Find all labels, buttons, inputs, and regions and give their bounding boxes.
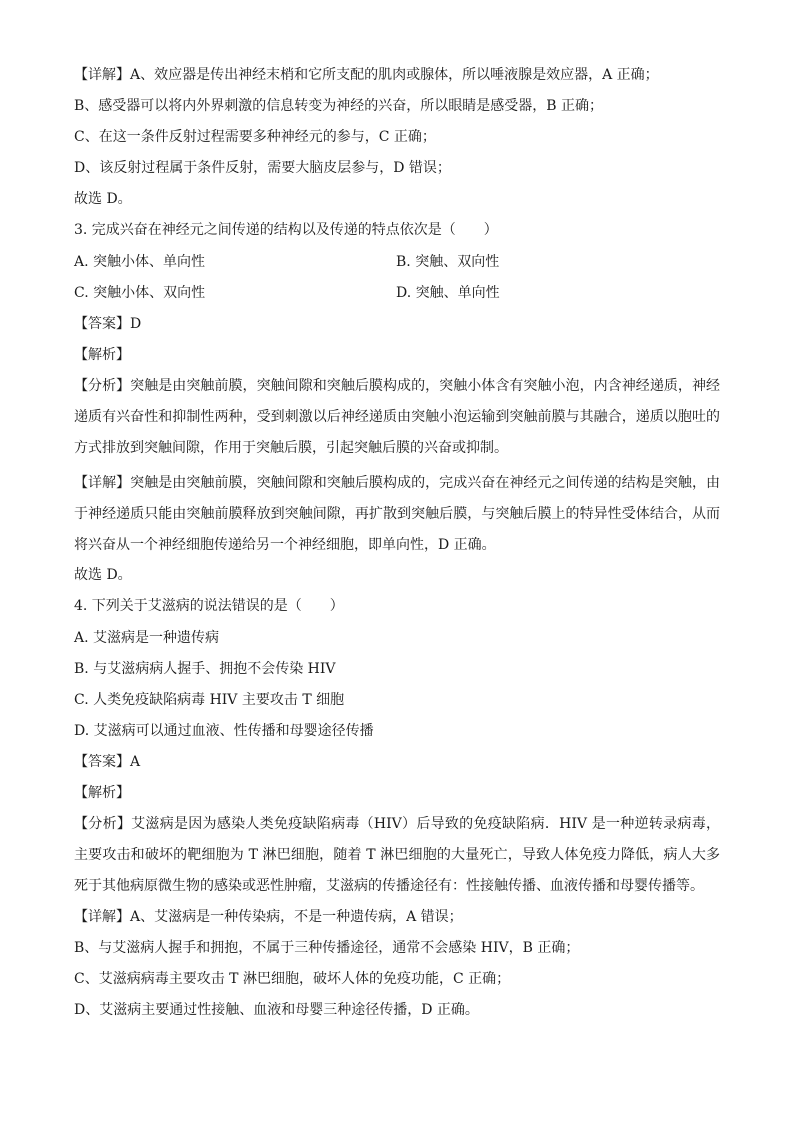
- q4-detail-d: D、艾滋病主要通过性接触、血液和母婴三种途径传播，D 正确。: [74, 1002, 479, 1018]
- q3-answer: 【答案】D: [74, 316, 142, 332]
- q4-detail-b: B、与艾滋病人握手和拥抱，不属于三种传播途径，通常不会感染 HIV，B 正确；: [74, 940, 580, 956]
- q4-answer: 【答案】A: [74, 754, 141, 770]
- prev-detail-a: 【详解】A、效应器是传出神经末梢和它所支配的肌肉或腺体，所以唾液腺是效应器，A 正确；: [74, 67, 659, 83]
- q3-detail: 【详解】突触是由突触前膜，突触间隙和突触后膜构成的，完成兴奋在神经元之间传递的结构是突触，由于神经递质只能由突触前膜释放到突触间隙，再扩散到突触后膜，与突触后膜上的特异性受体结合，从而将兴奋从一个神经细胞传递给另一个神经细胞，即单向性，D 正确。: [74, 475, 720, 553]
- q4-analysis-label: 【解析】: [74, 785, 130, 801]
- q4-stem: 4. 下列关于艾滋病的说法错误的是（ ）: [74, 598, 344, 614]
- q3-option-d: D. 突触、单向性: [396, 285, 500, 301]
- q4-analysis: 【分析】艾滋病是因为感染人类免疫缺陷病毒（HIV）后导致的免疫缺陷病．HIV 是一种逆转录病毒，主要攻击和破坏的靶细胞为 T 淋巴细胞，随着 T 淋巴细胞的大量死亡，导致人体免疫力降低，病人大多死于其他病原微生物的感染或恶性肿瘤，艾滋病的传播途径有：性接触传播、血液传播和母婴传播等。: [74, 816, 720, 894]
- q4-detail-c: C、艾滋病病毒主要攻击 T 淋巴细胞，破坏人体的免疫功能，C 正确；: [74, 971, 511, 987]
- q3-conclusion: 故选 D。: [74, 567, 132, 583]
- q4-option-d: D. 艾滋病可以通过血液、性传播和母婴途径传播: [74, 723, 374, 739]
- q3-option-c: C. 突触小体、双向性: [74, 285, 206, 301]
- q3-option-a: A. 突触小体、单向性: [74, 254, 206, 270]
- q3-option-b: B. 突触、双向性: [396, 254, 500, 270]
- q3-analysis-label: 【解析】: [74, 347, 130, 363]
- q4-option-c: C. 人类免疫缺陷病毒 HIV 主要攻击 T 细胞: [74, 692, 345, 708]
- q3-stem: 3. 完成兴奋在神经元之间传递的结构以及传递的特点依次是（ ）: [74, 222, 498, 238]
- prev-detail-b: B、感受器可以将内外界刺激的信息转变为神经的兴奋，所以眼睛是感受器，B 正确；: [74, 98, 604, 114]
- q4-detail-a: 【详解】A、艾滋病是一种传染病，不是一种遗传病，A 错误；: [74, 909, 463, 925]
- q4-option-b: B. 与艾滋病病人握手、拥抱不会传染 HIV: [74, 661, 336, 677]
- prev-conclusion: 故选 D。: [74, 191, 132, 207]
- prev-detail-c: C、在这一条件反射过程需要多种神经元的参与，C 正确；: [74, 129, 436, 145]
- q3-analysis: 【分析】突触是由突触前膜，突触间隙和突触后膜构成的，突触小体含有突触小泡，内含神经递质，神经递质有兴奋性和抑制性两种，受到刺激以后神经递质由突触小泡运输到突触前膜与其融合，递质以胞吐的方式排放到突触间隙，作用于突触后膜，引起突触后膜的兴奋或抑制。: [74, 378, 720, 456]
- prev-detail-d: D、该反射过程属于条件反射，需要大脑皮层参与，D 错误；: [74, 160, 451, 176]
- q4-option-a: A. 艾滋病是一种遗传病: [74, 630, 220, 646]
